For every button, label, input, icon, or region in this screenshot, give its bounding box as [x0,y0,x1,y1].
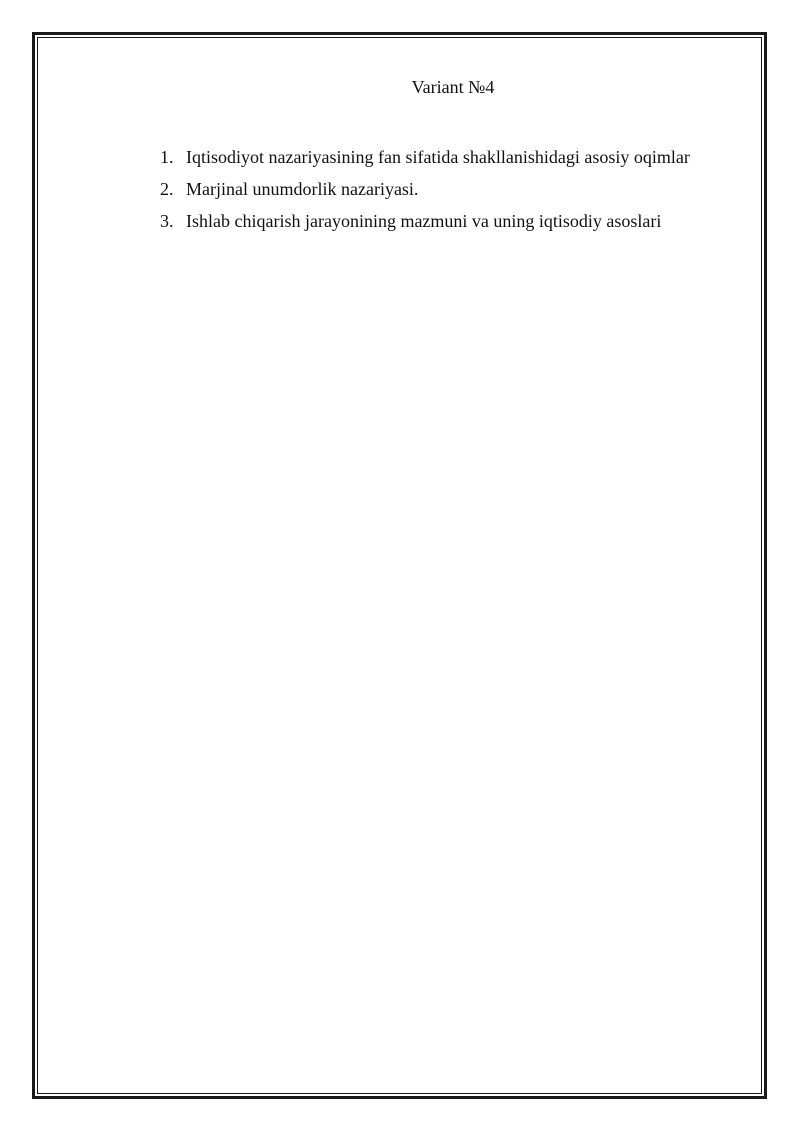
question-number: 2. [160,179,174,199]
question-list [160,141,690,237]
question-item [160,205,690,237]
variant-title: Variant №4 [411,77,495,97]
question-number: 3. [160,211,174,231]
question-number: 1. [160,147,174,167]
question-item [160,141,690,173]
question-item [160,173,690,205]
question-text: Marjinal unumdorlik nazariyasi. [186,179,419,199]
question-text: Iqtisodiyot nazariyasining fan sifatida shakllanishidagi asosiy oqimlar [186,147,690,167]
question-text: Ishlab chiqarish jarayonining mazmuni va uning iqtisodiy asoslari [186,211,662,231]
